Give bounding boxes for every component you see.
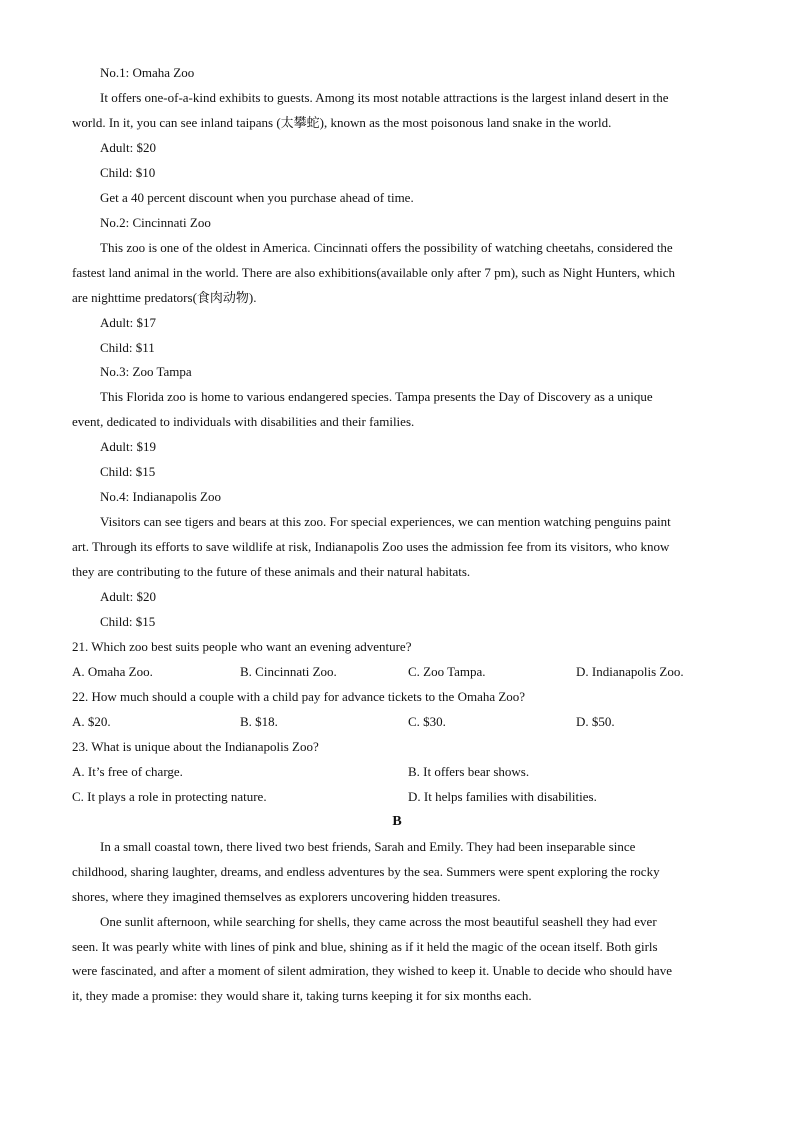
question-23-stem: 23. What is unique about the Indianapolis Zoo? xyxy=(72,739,319,754)
question-21-option-d[interactable]: D. Indianapolis Zoo. xyxy=(576,664,684,679)
zoo-3-child-price: Child: $15 xyxy=(100,464,156,479)
question-21-stem: 21. Which zoo best suits people who want an evening adventure? xyxy=(72,639,412,654)
zoo-2-desc-line: This zoo is one of the oldest in America. Cincinnati offers the possibility of watching cheetahs, considered the xyxy=(100,240,673,255)
question-22-option-a[interactable]: A. $20. xyxy=(72,714,111,729)
section-b-title: B xyxy=(392,814,402,829)
zoo-2-desc-line: are nighttime predators(食肉动物). xyxy=(72,290,257,305)
question-22-option-d[interactable]: D. $50. xyxy=(576,714,615,729)
question-22-stem: 22. How much should a couple with a child pay for advance tickets to the Omaha Zoo? xyxy=(72,689,526,704)
question-21-option-a[interactable]: A. Omaha Zoo. xyxy=(72,664,153,679)
zoo-2-desc-line: fastest land animal in the world. There are also exhibitions(available only after 7 pm), such as Night Hunters, which xyxy=(72,265,676,280)
zoo-4-desc-line: Visitors can see tigers and bears at this zoo. For special experiences, we can mention watching penguins paint xyxy=(100,514,671,529)
zoo-3-desc-line: This Florida zoo is home to various endangered species. Tampa presents the Day of Discovery as a unique xyxy=(100,389,653,404)
zoo-2-adult-price: Adult: $17 xyxy=(100,315,156,330)
question-23-option-c[interactable]: C. It plays a role in protecting nature. xyxy=(72,789,267,804)
zoo-4-child-price: Child: $15 xyxy=(100,614,156,629)
section-b-para-1-line: In a small coastal town, there lived two best friends, Sarah and Emily. They had been inseparable since xyxy=(100,839,636,854)
zoo-1-heading: No.1: Omaha Zoo xyxy=(100,65,195,80)
zoo-1-discount-note: Get a 40 percent discount when you purchase ahead of time. xyxy=(100,190,414,205)
zoo-4-heading: No.4: Indianapolis Zoo xyxy=(100,489,221,504)
zoo-1-desc-line: It offers one-of-a-kind exhibits to guests. Among its most notable attractions is the largest inland desert in the xyxy=(100,90,669,105)
section-b-para-1-line: childhood, sharing laughter, dreams, and endless adventures by the sea. Summers were spent exploring the rocky xyxy=(72,864,660,879)
section-b-para-2-line: it, they made a promise: they would share it, taking turns keeping it for six months each. xyxy=(72,988,532,1003)
question-22-option-c[interactable]: C. $30. xyxy=(408,714,446,729)
section-b-para-2-line: were fascinated, and after a moment of silent admiration, they wished to keep it. Unable to decide who should have xyxy=(72,963,672,978)
zoo-2-heading: No.2: Cincinnati Zoo xyxy=(100,215,211,230)
question-23-option-a[interactable]: A. It’s free of charge. xyxy=(72,764,183,779)
question-23-option-b[interactable]: B. It offers bear shows. xyxy=(408,764,530,779)
section-b-para-2-line: One sunlit afternoon, while searching for shells, they came across the most beautiful seashell they had ever xyxy=(100,914,657,929)
zoo-4-desc-line: art. Through its efforts to save wildlife at risk, Indianapolis Zoo uses the admission fee from its visitors, who know xyxy=(72,539,670,554)
zoo-3-adult-price: Adult: $19 xyxy=(100,439,156,454)
zoo-4-adult-price: Adult: $20 xyxy=(100,589,156,604)
question-21-option-c[interactable]: C. Zoo Tampa. xyxy=(408,664,486,679)
question-22-option-b[interactable]: B. $18. xyxy=(240,714,278,729)
zoo-4-desc-line: they are contributing to the future of these animals and their natural habitats. xyxy=(72,564,471,579)
question-21-option-b[interactable]: B. Cincinnati Zoo. xyxy=(240,664,337,679)
section-b-para-1-line: shores, where they imagined themselves as explorers uncovering hidden treasures. xyxy=(72,889,501,904)
zoo-2-child-price: Child: $11 xyxy=(100,340,155,355)
section-b-para-2-line: seen. It was pearly white with lines of pink and blue, shining as if it held the magic of the ocean itself. Both girls xyxy=(72,939,658,954)
zoo-1-desc-line: world. In it, you can see inland taipans (太攀蛇), known as the most poisonous land snake in the world. xyxy=(72,115,612,130)
question-23-option-d[interactable]: D. It helps families with disabilities. xyxy=(408,789,597,804)
zoo-3-desc-line: event, dedicated to individuals with disabilities and their families. xyxy=(72,414,415,429)
zoo-1-child-price: Child: $10 xyxy=(100,165,156,180)
zoo-1-adult-price: Adult: $20 xyxy=(100,140,156,155)
zoo-3-heading: No.3: Zoo Tampa xyxy=(100,364,192,379)
